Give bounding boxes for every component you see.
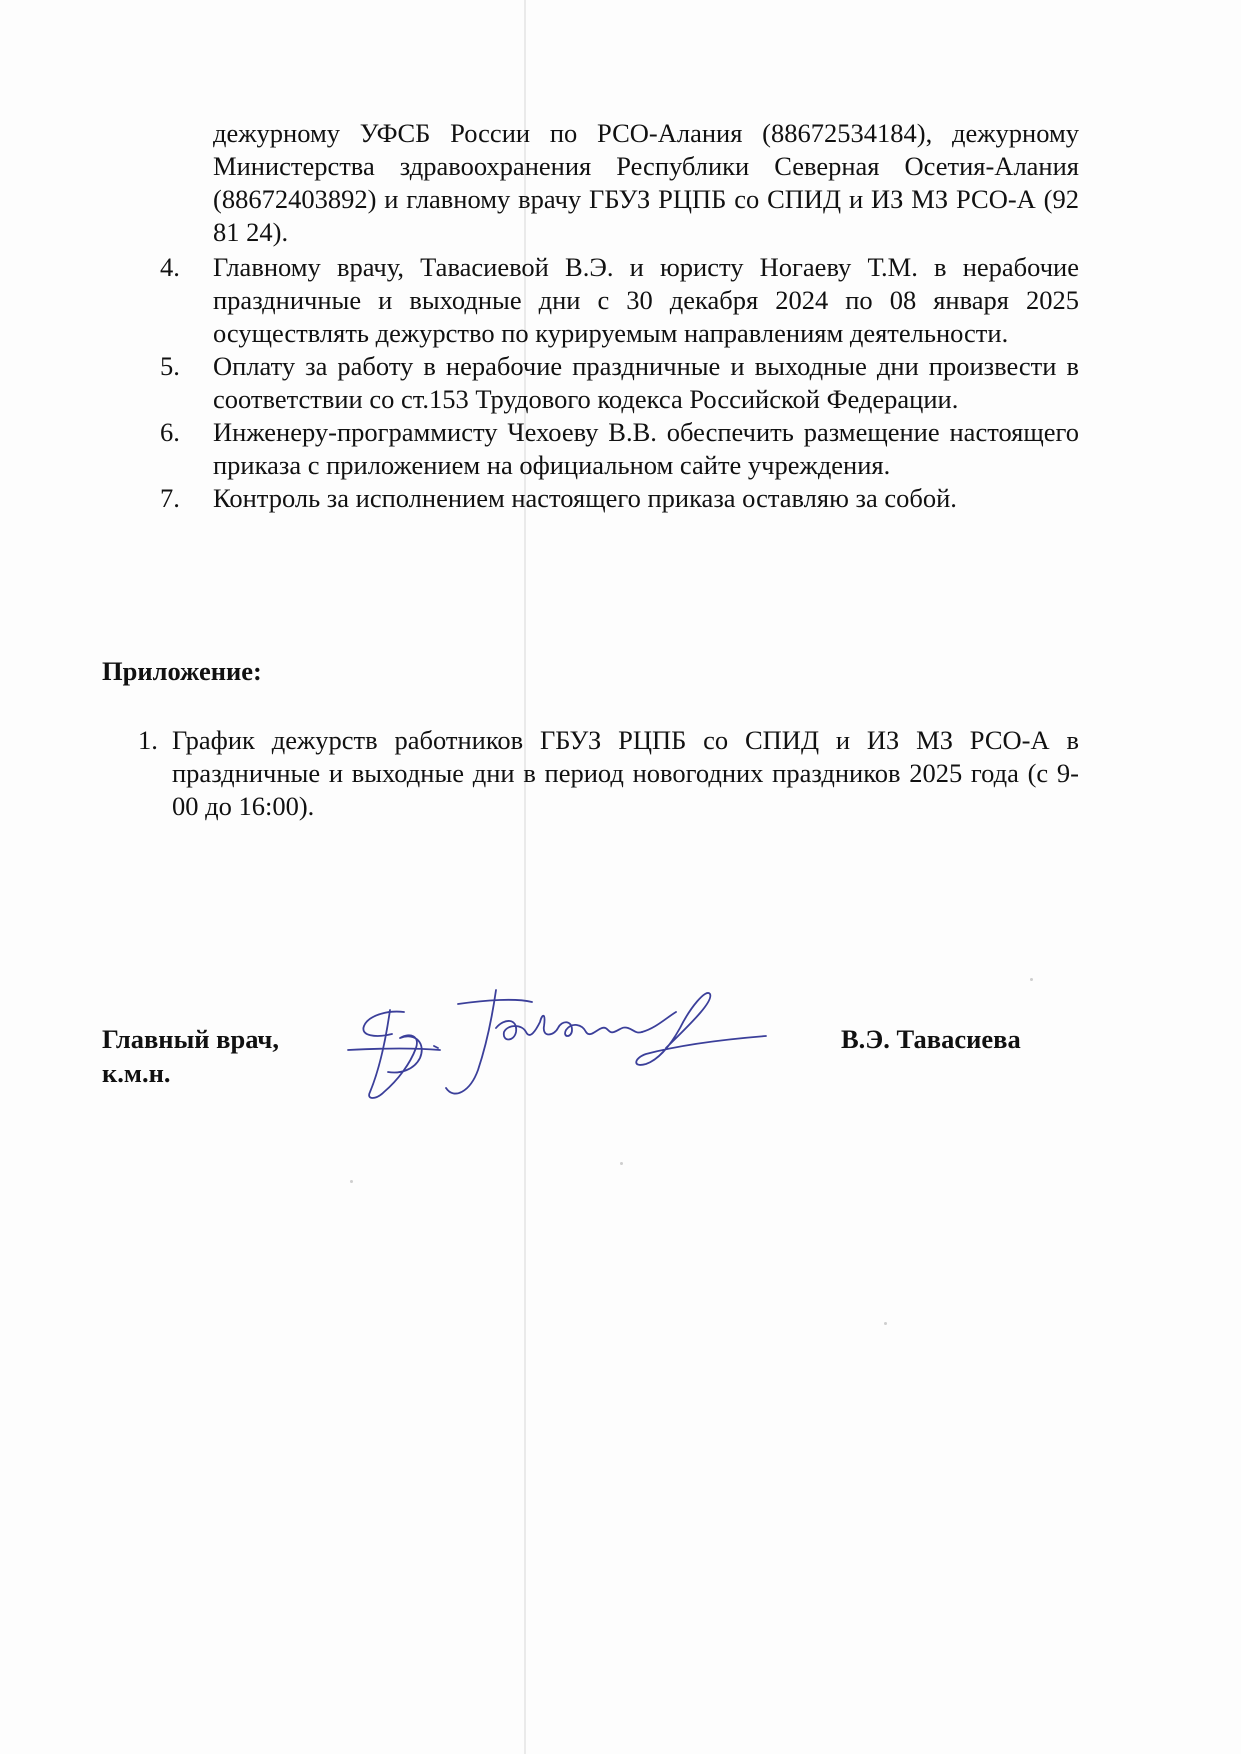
scan-speck <box>884 1322 887 1325</box>
list-item-text: Контроль за исполнением настоящего приказа оставляю за собой. <box>213 483 957 513</box>
list-item-text: График дежурств работников ГБУЗ РЦПБ со СПИД и ИЗ МЗ РСО-А в праздничные и выходные дни в период новогодних праздников 2025 года (с 9-00 до 16:00). <box>172 725 1079 821</box>
list-item <box>160 350 1079 416</box>
list-item-number: 5. <box>160 351 180 381</box>
list-item-continuation: дежурному УФСБ России по РСО-Алания (88672534184), дежурному Министерства здравоохранения Республики Северная Осетия-Алания (88672403892) и главному врачу ГБУЗ РЦПБ со СПИД и ИЗ МЗ РСО-А (92 81 24). <box>213 118 1079 247</box>
list-item-text: Оплату за работу в нерабочие праздничные и выходные дни произвести в соответствии со ст.153 Трудового кодекса Российской Федерации. <box>213 351 1079 414</box>
appendix-list <box>138 724 1079 823</box>
scan-speck <box>620 1162 623 1165</box>
list-item <box>160 251 1079 350</box>
list-item-text: Инженеру-программисту Чехоеву В.В. обеспечить размещение настоящего приказа с приложением на официальном сайте учреждения. <box>213 417 1079 480</box>
signatory-degree: к.м.н. <box>102 1058 171 1088</box>
signatory-position: Главный врач, <box>102 1024 279 1054</box>
scan-speck <box>1030 978 1033 981</box>
handwritten-signature <box>346 988 776 1108</box>
signatory-name: В.Э. Тавасиева <box>841 1024 1021 1054</box>
signatory-title <box>102 1022 279 1090</box>
list-item-number: 1. <box>138 725 158 755</box>
list-item <box>160 416 1079 482</box>
order-list <box>160 251 1079 515</box>
appendix-heading: Приложение: <box>102 656 262 686</box>
list-item-text: Главному врачу, Тавасиевой В.Э. и юристу Ногаеву Т.М. в нерабочие праздничные и выходные дни с 30 декабря 2024 по 08 января 2025 осуществлять дежурство по курируемым направлениям деятельности. <box>213 252 1079 348</box>
list-item-number: 6. <box>160 417 180 447</box>
list-item <box>138 724 1079 823</box>
list-item <box>160 482 1079 515</box>
scan-speck <box>350 1180 353 1183</box>
list-item-number: 7. <box>160 483 180 513</box>
list-item-number: 4. <box>160 252 180 282</box>
